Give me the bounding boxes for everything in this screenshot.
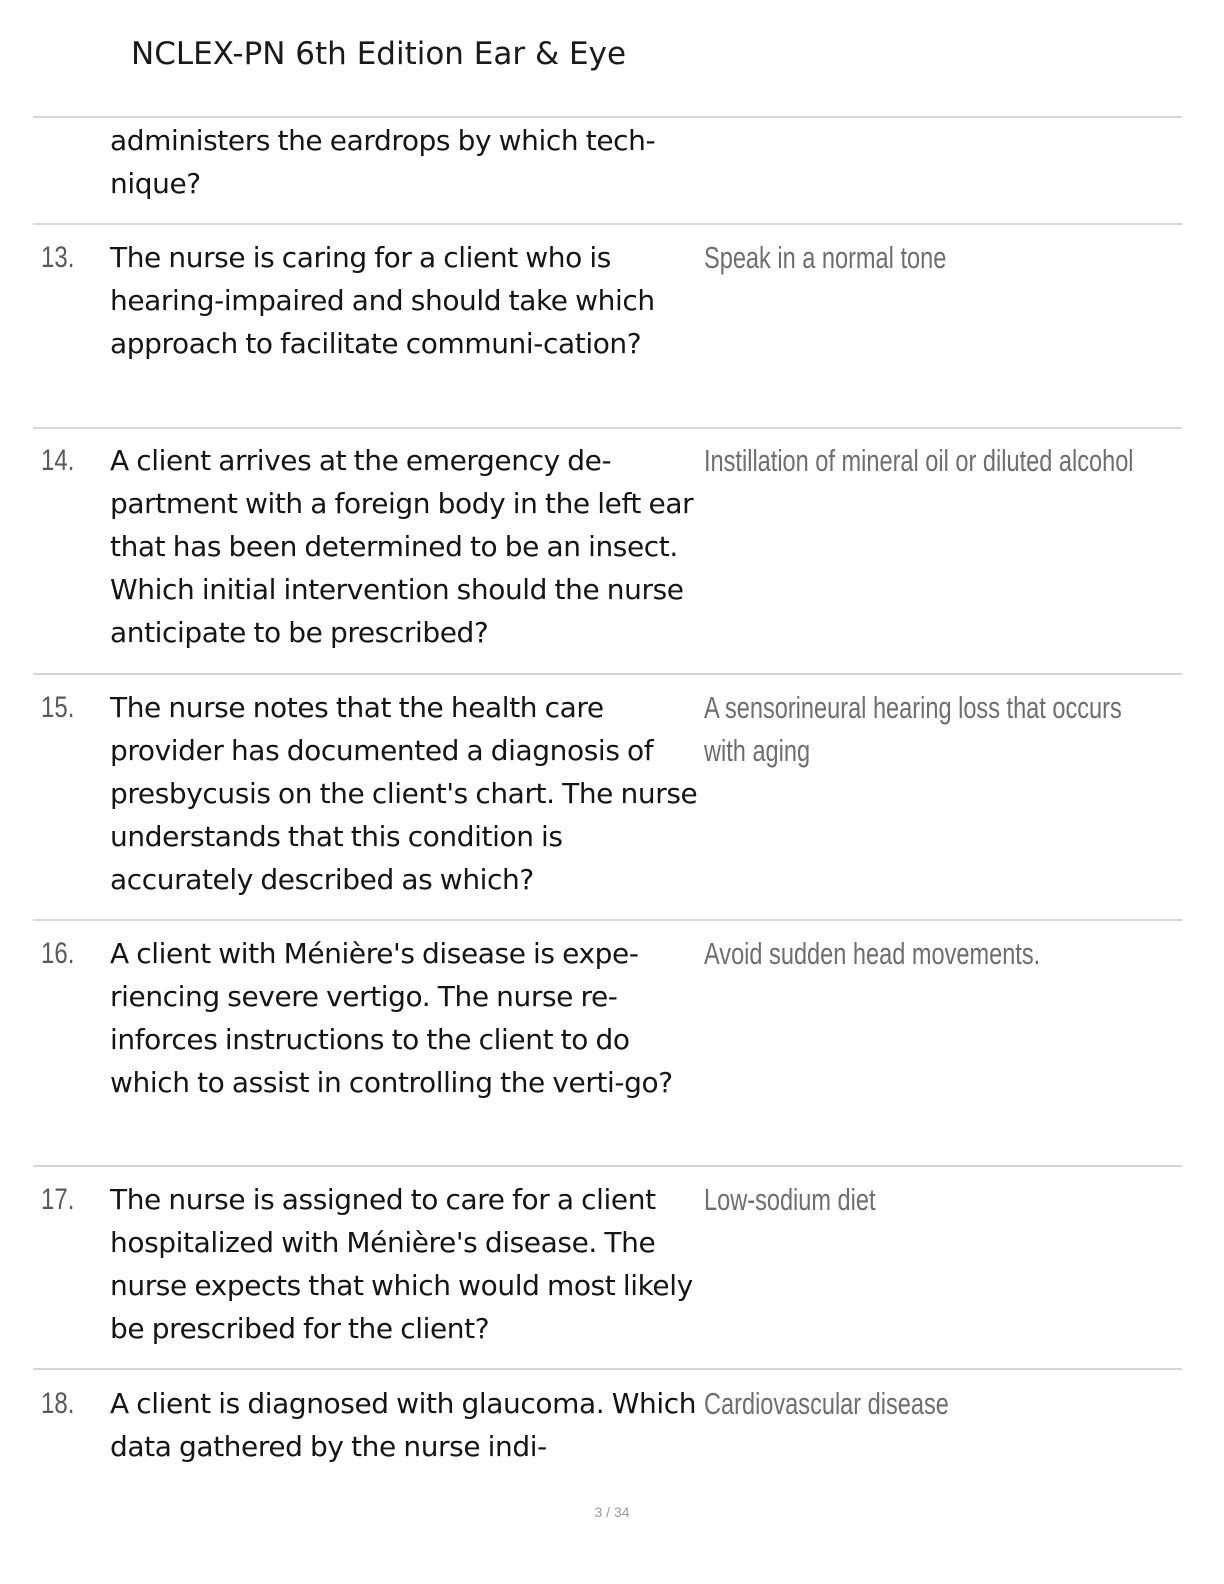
question-number: 13. [41,241,75,274]
divider [33,673,1182,675]
answer-text: Speak in a normal tone [704,240,947,275]
question-text: The nurse notes that the health care provider has documented a diagnosis of presbycusis on the client's chart. The nurse understands that this condition is accurately described as which? [110,691,698,896]
question-number: 17. [41,1183,75,1216]
page-title: NCLEX-PN 6th Edition Ear & Eye [131,36,627,72]
question-text: A client with Ménière's disease is expe-riencing severe vertigo. The nurse re-inforces instructions to the client to do which to assist in controlling the verti-go? [110,937,673,1099]
answer-text: A sensorineural hearing loss that occurs with aging [704,690,1122,768]
question-number: 18. [41,1387,75,1420]
divider [33,427,1182,429]
question-number: 15. [41,691,75,724]
question-text: A client arrives at the emergency de-partment with a foreign body in the left ear that has been determined to be an insect. Which initial intervention should the nurse anticipate to be prescribed? [110,444,694,649]
question-text: The nurse is caring for a client who is hearing-impaired and should take which approach to facilitate communi-cation? [110,241,655,360]
divider [33,223,1182,225]
question-text: The nurse is assigned to care for a client hospitalized with Ménière's disease. The nurse expects that which would most likely be prescribed for the client? [110,1183,693,1345]
question-text: administers the eardrops by which tech-nique? [110,124,656,200]
answer-text: Avoid sudden head movements. [704,936,1041,971]
divider [33,116,1182,118]
answer-text: Cardiovascular disease [704,1386,949,1421]
divider [33,1368,1182,1370]
question-text: A client is diagnosed with glaucoma. Which data gathered by the nurse indi- [110,1387,697,1463]
answer-text: Instillation of mineral oil or diluted alcohol [704,443,1134,478]
answer-text: Low-sodium diet [704,1182,876,1217]
question-number: 14. [41,444,75,477]
question-number: 16. [41,937,75,970]
divider [33,1165,1182,1167]
page-number: 3 / 34 [594,1504,630,1520]
divider [33,919,1182,921]
